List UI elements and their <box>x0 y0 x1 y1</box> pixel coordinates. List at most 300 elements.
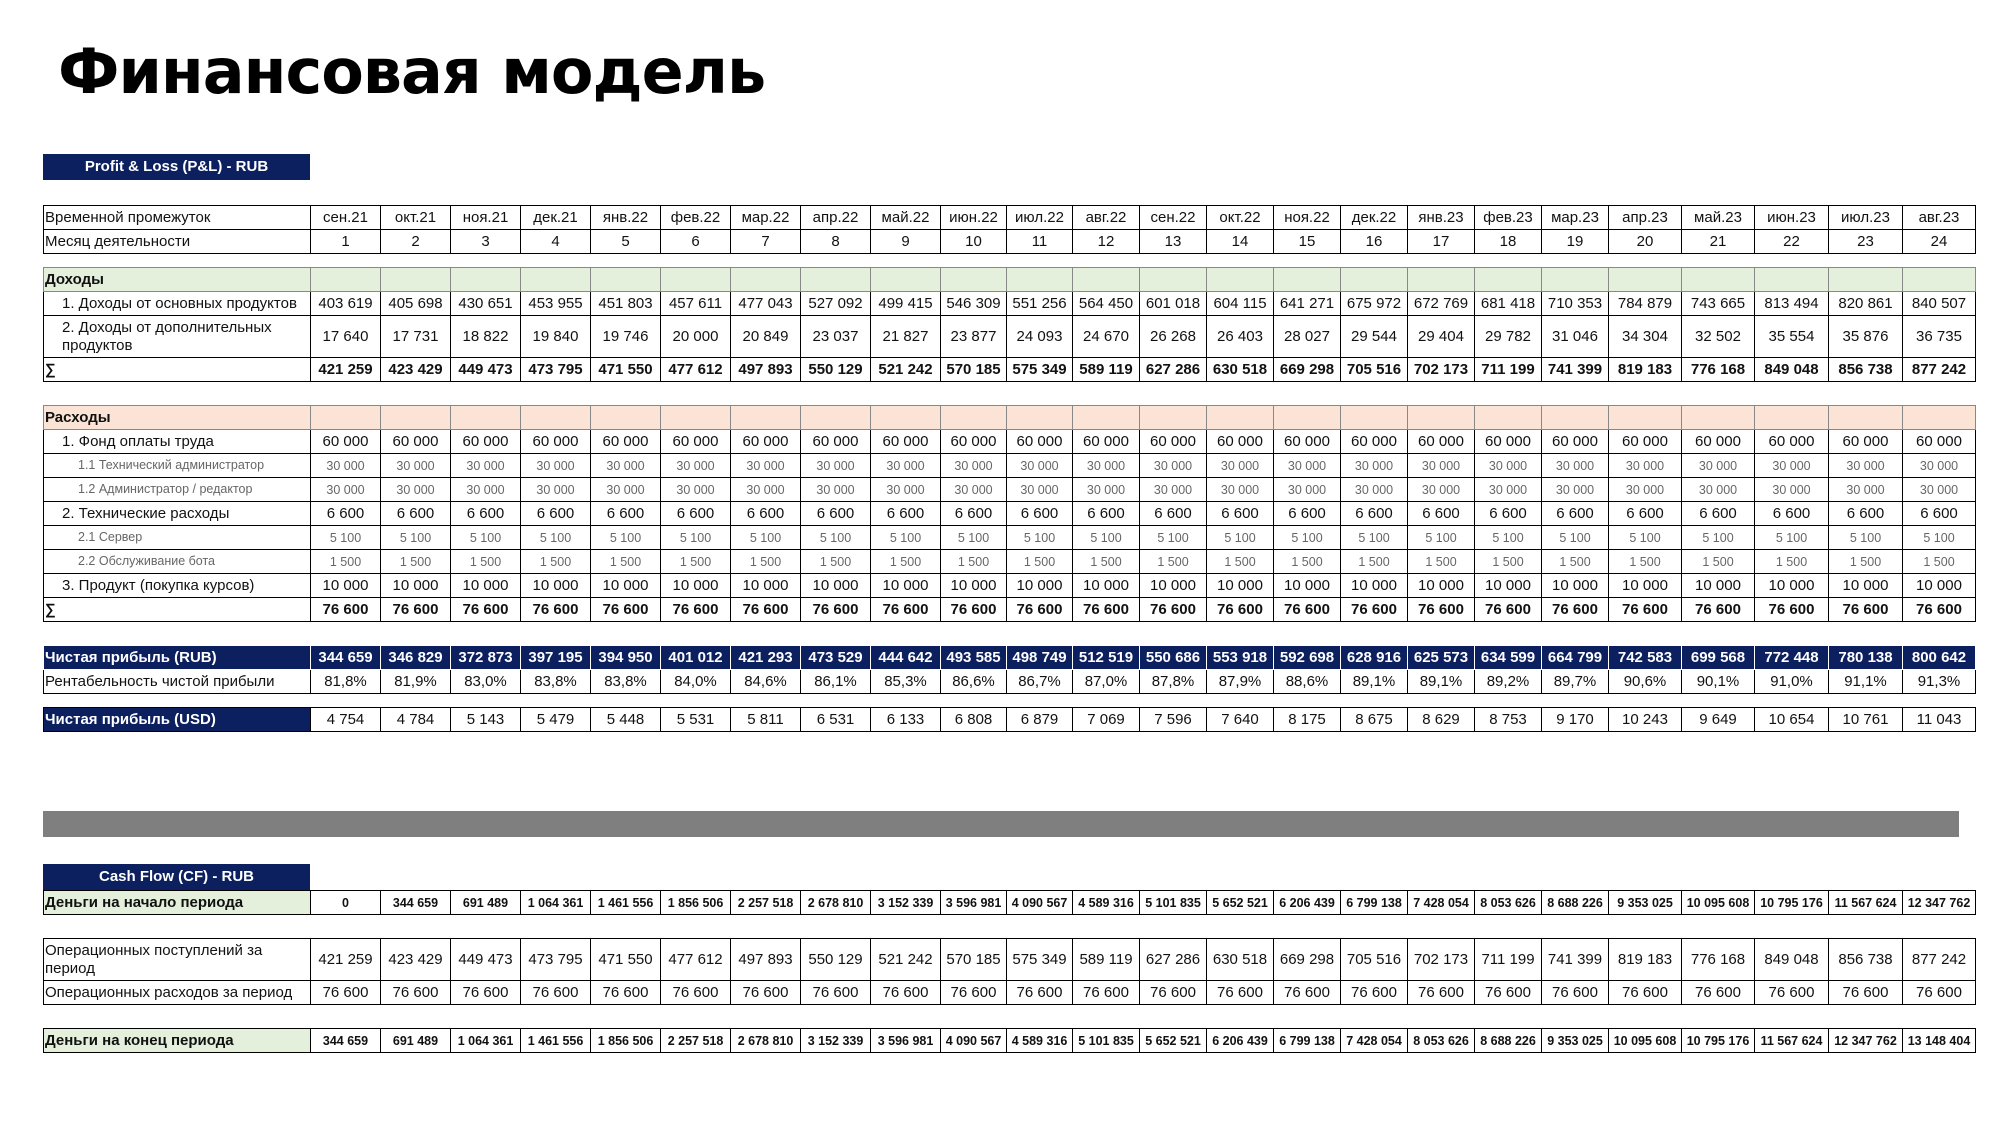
row-label: 3. Продукт (покупка курсов) <box>44 574 311 598</box>
value-cell: 1 500 <box>731 550 801 574</box>
band-cell <box>381 406 451 430</box>
value-cell: 3 596 981 <box>871 1029 941 1053</box>
value-cell: 840 507 <box>1903 292 1976 316</box>
value-cell: 625 573 <box>1408 646 1475 670</box>
income-sum-row <box>44 358 1976 382</box>
month-header: янв.23 <box>1408 206 1475 230</box>
row-label: 1.1 Технический администратор <box>44 454 311 478</box>
value-cell: 76 600 <box>1408 981 1475 1005</box>
band-cell <box>1408 268 1475 292</box>
value-cell: 527 092 <box>801 292 871 316</box>
value-cell: 10 000 <box>1007 574 1073 598</box>
spacer-row <box>44 915 1976 939</box>
value-cell: 5 100 <box>1829 526 1903 550</box>
value-cell: 76 600 <box>1829 598 1903 622</box>
value-cell: 423 429 <box>381 939 451 981</box>
value-cell: 397 195 <box>521 646 591 670</box>
value-cell: 6 600 <box>1542 502 1609 526</box>
value-cell: 9 170 <box>1542 708 1609 732</box>
value-cell: 4 589 316 <box>1073 891 1140 915</box>
value-cell: 6 600 <box>1073 502 1140 526</box>
value-cell: 30 000 <box>311 454 381 478</box>
value-cell: 691 489 <box>451 891 521 915</box>
value-cell: 7 428 054 <box>1408 891 1475 915</box>
value-cell: 30 000 <box>1341 454 1408 478</box>
value-cell: 743 665 <box>1682 292 1755 316</box>
band-cell <box>1007 268 1073 292</box>
row-label: Деньги на начало периода <box>44 891 311 915</box>
month-number: 2 <box>381 230 451 254</box>
value-cell: 2 257 518 <box>731 891 801 915</box>
value-cell: 76 600 <box>1207 598 1274 622</box>
income-band <box>44 268 1976 292</box>
band-cell <box>1609 268 1682 292</box>
month-number: 11 <box>1007 230 1073 254</box>
value-cell: 30 000 <box>521 478 591 502</box>
value-cell: 23 037 <box>801 316 871 358</box>
band-cell <box>451 268 521 292</box>
value-cell: 76 600 <box>1408 598 1475 622</box>
value-cell: 24 670 <box>1073 316 1140 358</box>
value-cell: 10 000 <box>1274 574 1341 598</box>
value-cell: 5 100 <box>1542 526 1609 550</box>
row-label: Месяц деятельности <box>44 230 311 254</box>
row-label: Операционных поступлений за период <box>44 939 311 981</box>
value-cell: 10 654 <box>1755 708 1829 732</box>
value-cell: 477 612 <box>661 939 731 981</box>
value-cell: 5 100 <box>1007 526 1073 550</box>
value-cell: 1 500 <box>591 550 661 574</box>
value-cell: 87,8% <box>1140 670 1207 694</box>
value-cell: 30 000 <box>1542 454 1609 478</box>
value-cell: 10 000 <box>521 574 591 598</box>
value-cell: 1 500 <box>1475 550 1542 574</box>
value-cell: 76 600 <box>1542 598 1609 622</box>
value-cell: 10 000 <box>1408 574 1475 598</box>
value-cell: 10 000 <box>1140 574 1207 598</box>
value-cell: 83,0% <box>451 670 521 694</box>
value-cell: 20 000 <box>661 316 731 358</box>
spacer-row <box>44 1005 1976 1029</box>
value-cell: 76 600 <box>311 598 381 622</box>
month-header: май.23 <box>1682 206 1755 230</box>
spacer-cell <box>44 254 1976 268</box>
value-cell: 7 428 054 <box>1341 1029 1408 1053</box>
row-label: 2.1 Сервер <box>44 526 311 550</box>
month-header: июн.22 <box>941 206 1007 230</box>
value-cell: 820 861 <box>1829 292 1903 316</box>
band-cell <box>1682 406 1755 430</box>
value-cell: 421 293 <box>731 646 801 670</box>
value-cell: 634 599 <box>1475 646 1542 670</box>
month-header: авг.22 <box>1073 206 1140 230</box>
value-cell: 76 600 <box>381 981 451 1005</box>
value-cell: 1 500 <box>1829 550 1903 574</box>
band-cell <box>661 406 731 430</box>
value-cell: 30 000 <box>311 478 381 502</box>
value-cell: 1 500 <box>1341 550 1408 574</box>
value-cell: 421 259 <box>311 358 381 382</box>
row-label: 1. Доходы от основных продуктов <box>44 292 311 316</box>
value-cell: 76 600 <box>1903 598 1976 622</box>
value-cell: 76 600 <box>801 598 871 622</box>
value-cell: 10 000 <box>1609 574 1682 598</box>
month-number: 6 <box>661 230 731 254</box>
value-cell: 813 494 <box>1755 292 1829 316</box>
band-cell <box>1475 406 1542 430</box>
band-cell <box>661 268 731 292</box>
value-cell: 76 600 <box>1274 981 1341 1005</box>
value-cell: 76 600 <box>1341 598 1408 622</box>
band-cell <box>521 406 591 430</box>
month-number-row <box>44 230 1976 254</box>
value-cell: 1 500 <box>1542 550 1609 574</box>
value-cell: 76 600 <box>1903 981 1976 1005</box>
value-cell: 346 829 <box>381 646 451 670</box>
band-cell <box>311 268 381 292</box>
value-cell: 18 822 <box>451 316 521 358</box>
value-cell: 29 404 <box>1408 316 1475 358</box>
value-cell: 30 000 <box>1609 478 1682 502</box>
value-cell: 521 242 <box>871 939 941 981</box>
value-cell: 76 600 <box>521 598 591 622</box>
value-cell: 30 000 <box>1829 478 1903 502</box>
band-cell <box>1073 406 1140 430</box>
value-cell: 30 000 <box>591 454 661 478</box>
month-header: ноя.21 <box>451 206 521 230</box>
value-cell: 5 100 <box>1073 526 1140 550</box>
value-cell: 430 651 <box>451 292 521 316</box>
value-cell: 641 271 <box>1274 292 1341 316</box>
value-cell: 711 199 <box>1475 939 1542 981</box>
cf-start-row <box>44 891 1976 915</box>
value-cell: 6 133 <box>871 708 941 732</box>
band-cell <box>1341 406 1408 430</box>
value-cell: 772 448 <box>1755 646 1829 670</box>
row-label: 2. Технические расходы <box>44 502 311 526</box>
value-cell: 473 529 <box>801 646 871 670</box>
value-cell: 6 600 <box>521 502 591 526</box>
value-cell: 89,1% <box>1341 670 1408 694</box>
value-cell: 32 502 <box>1682 316 1755 358</box>
band-cell <box>731 268 801 292</box>
value-cell: 30 000 <box>381 478 451 502</box>
value-cell: 30 000 <box>1207 454 1274 478</box>
value-cell: 449 473 <box>451 358 521 382</box>
value-cell: 7 596 <box>1140 708 1207 732</box>
value-cell: 10 761 <box>1829 708 1903 732</box>
value-cell: 2 257 518 <box>661 1029 731 1053</box>
band-cell <box>1903 406 1976 430</box>
value-cell: 5 100 <box>941 526 1007 550</box>
value-cell: 3 152 339 <box>801 1029 871 1053</box>
month-header: сен.21 <box>311 206 381 230</box>
value-cell: 1 500 <box>801 550 871 574</box>
value-cell: 1 461 556 <box>521 1029 591 1053</box>
value-cell: 76 600 <box>591 598 661 622</box>
value-cell: 570 185 <box>941 939 1007 981</box>
expense-row <box>44 526 1976 550</box>
value-cell: 8 753 <box>1475 708 1542 732</box>
month-number: 14 <box>1207 230 1274 254</box>
value-cell: 30 000 <box>1408 454 1475 478</box>
value-cell: 819 183 <box>1609 939 1682 981</box>
value-cell: 1 500 <box>451 550 521 574</box>
month-header: июл.23 <box>1829 206 1903 230</box>
value-cell: 30 000 <box>1007 454 1073 478</box>
band-cell <box>1609 406 1682 430</box>
value-cell: 29 544 <box>1341 316 1408 358</box>
month-number: 15 <box>1274 230 1341 254</box>
value-cell: 5 100 <box>311 526 381 550</box>
value-cell: 10 000 <box>1341 574 1408 598</box>
value-cell: 60 000 <box>1829 430 1903 454</box>
value-cell: 76 600 <box>871 981 941 1005</box>
value-cell: 87,0% <box>1073 670 1140 694</box>
net-profit-rub-row <box>44 646 1976 670</box>
value-cell: 10 000 <box>1207 574 1274 598</box>
value-cell: 1 500 <box>1140 550 1207 574</box>
value-cell: 30 000 <box>1007 478 1073 502</box>
value-cell: 457 611 <box>661 292 731 316</box>
value-cell: 10 000 <box>1755 574 1829 598</box>
value-cell: 1 461 556 <box>591 891 661 915</box>
value-cell: 1 064 361 <box>451 1029 521 1053</box>
value-cell: 498 749 <box>1007 646 1073 670</box>
value-cell: 601 018 <box>1140 292 1207 316</box>
value-cell: 83,8% <box>521 670 591 694</box>
value-cell: 394 950 <box>591 646 661 670</box>
value-cell: 19 840 <box>521 316 591 358</box>
month-number: 20 <box>1609 230 1682 254</box>
value-cell: 451 803 <box>591 292 661 316</box>
value-cell: 521 242 <box>871 358 941 382</box>
value-cell: 1 500 <box>1609 550 1682 574</box>
value-cell: 423 429 <box>381 358 451 382</box>
value-cell: 10 795 176 <box>1755 891 1829 915</box>
value-cell: 8 629 <box>1408 708 1475 732</box>
value-cell: 6 600 <box>591 502 661 526</box>
value-cell: 76 600 <box>1609 981 1682 1005</box>
band-cell <box>311 406 381 430</box>
band-cell <box>1755 406 1829 430</box>
band-cell <box>1475 268 1542 292</box>
value-cell: 5 100 <box>591 526 661 550</box>
value-cell: 5 100 <box>1341 526 1408 550</box>
value-cell: 1 500 <box>1682 550 1755 574</box>
value-cell: 776 168 <box>1682 939 1755 981</box>
value-cell: 76 600 <box>871 598 941 622</box>
value-cell: 76 600 <box>1007 981 1073 1005</box>
value-cell: 10 000 <box>1829 574 1903 598</box>
value-cell: 76 600 <box>1073 598 1140 622</box>
month-header: июл.22 <box>1007 206 1073 230</box>
value-cell: 5 100 <box>1140 526 1207 550</box>
value-cell: 5 100 <box>731 526 801 550</box>
row-label: Чистая прибыль (USD) <box>44 708 311 732</box>
value-cell: 551 256 <box>1007 292 1073 316</box>
month-number: 7 <box>731 230 801 254</box>
value-cell: 421 259 <box>311 939 381 981</box>
value-cell: 60 000 <box>1140 430 1207 454</box>
expense-row <box>44 502 1976 526</box>
value-cell: 29 782 <box>1475 316 1542 358</box>
value-cell: 1 500 <box>1073 550 1140 574</box>
value-cell: 86,1% <box>801 670 871 694</box>
value-cell: 85,3% <box>871 670 941 694</box>
value-cell: 60 000 <box>1682 430 1755 454</box>
value-cell: 60 000 <box>941 430 1007 454</box>
month-header: ноя.22 <box>1274 206 1341 230</box>
value-cell: 10 000 <box>1682 574 1755 598</box>
value-cell: 681 418 <box>1475 292 1542 316</box>
value-cell: 30 000 <box>1341 478 1408 502</box>
value-cell: 669 298 <box>1274 358 1341 382</box>
value-cell: 30 000 <box>451 454 521 478</box>
value-cell: 564 450 <box>1073 292 1140 316</box>
value-cell: 6 600 <box>1007 502 1073 526</box>
value-cell: 604 115 <box>1207 292 1274 316</box>
value-cell: 550 129 <box>801 939 871 981</box>
value-cell: 35 554 <box>1755 316 1829 358</box>
value-cell: 76 600 <box>1609 598 1682 622</box>
spacer-cell <box>44 1005 1976 1029</box>
value-cell: 403 619 <box>311 292 381 316</box>
value-cell: 60 000 <box>311 430 381 454</box>
spacer-row <box>44 254 1976 268</box>
value-cell: 60 000 <box>381 430 451 454</box>
value-cell: 6 600 <box>871 502 941 526</box>
value-cell: 5 101 835 <box>1073 1029 1140 1053</box>
value-cell: 5 100 <box>1207 526 1274 550</box>
value-cell: 30 000 <box>1140 478 1207 502</box>
band-cell <box>451 406 521 430</box>
value-cell: 76 600 <box>1207 981 1274 1005</box>
value-cell: 6 600 <box>661 502 731 526</box>
value-cell: 19 746 <box>591 316 661 358</box>
month-number: 16 <box>1341 230 1408 254</box>
value-cell: 30 000 <box>591 478 661 502</box>
value-cell: 76 600 <box>941 981 1007 1005</box>
value-cell: 819 183 <box>1609 358 1682 382</box>
value-cell: 5 100 <box>451 526 521 550</box>
value-cell: 664 799 <box>1542 646 1609 670</box>
month-header: мар.22 <box>731 206 801 230</box>
value-cell: 76 600 <box>451 981 521 1005</box>
value-cell: 84,0% <box>661 670 731 694</box>
value-cell: 8 053 626 <box>1408 1029 1475 1053</box>
value-cell: 30 000 <box>801 454 871 478</box>
value-cell: 60 000 <box>1408 430 1475 454</box>
band-cell <box>801 406 871 430</box>
month-header: мар.23 <box>1542 206 1609 230</box>
month-header: авг.23 <box>1903 206 1976 230</box>
value-cell: 8 175 <box>1274 708 1341 732</box>
value-cell: 76 600 <box>1542 981 1609 1005</box>
band-cell <box>871 268 941 292</box>
value-cell: 1 500 <box>1755 550 1829 574</box>
value-cell: 60 000 <box>731 430 801 454</box>
value-cell: 76 600 <box>731 598 801 622</box>
value-cell: 89,1% <box>1408 670 1475 694</box>
month-number: 18 <box>1475 230 1542 254</box>
value-cell: 76 600 <box>1140 598 1207 622</box>
value-cell: 6 808 <box>941 708 1007 732</box>
value-cell: 10 000 <box>381 574 451 598</box>
value-cell: 449 473 <box>451 939 521 981</box>
value-cell: 30 000 <box>1073 478 1140 502</box>
value-cell: 877 242 <box>1903 939 1976 981</box>
value-cell: 6 600 <box>941 502 1007 526</box>
band-cell <box>1341 268 1408 292</box>
value-cell: 741 399 <box>1542 939 1609 981</box>
band-cell <box>1274 406 1341 430</box>
value-cell: 5 652 521 <box>1140 1029 1207 1053</box>
band-cell <box>1829 406 1903 430</box>
value-cell: 76 600 <box>1755 981 1829 1005</box>
value-cell: 13 148 404 <box>1903 1029 1976 1053</box>
section-divider-bar <box>43 811 1959 837</box>
value-cell: 5 448 <box>591 708 661 732</box>
value-cell: 30 000 <box>1207 478 1274 502</box>
month-number: 5 <box>591 230 661 254</box>
value-cell: 76 600 <box>1341 981 1408 1005</box>
value-cell: 30 000 <box>1274 454 1341 478</box>
value-cell: 10 000 <box>801 574 871 598</box>
value-cell: 76 600 <box>731 981 801 1005</box>
value-cell: 1 500 <box>661 550 731 574</box>
value-cell: 4 784 <box>381 708 451 732</box>
value-cell: 856 738 <box>1829 939 1903 981</box>
expense-row <box>44 430 1976 454</box>
value-cell: 36 735 <box>1903 316 1976 358</box>
spacer-row <box>44 382 1976 406</box>
value-cell: 60 000 <box>1609 430 1682 454</box>
value-cell: 5 100 <box>1682 526 1755 550</box>
value-cell: 30 000 <box>731 454 801 478</box>
value-cell: 89,7% <box>1542 670 1609 694</box>
month-number: 21 <box>1682 230 1755 254</box>
value-cell: 10 000 <box>1073 574 1140 598</box>
value-cell: 11 567 624 <box>1829 891 1903 915</box>
value-cell: 76 600 <box>1682 981 1755 1005</box>
value-cell: 473 795 <box>521 939 591 981</box>
value-cell: 499 415 <box>871 292 941 316</box>
band-cell <box>1073 268 1140 292</box>
value-cell: 4 090 567 <box>1007 891 1073 915</box>
value-cell: 711 199 <box>1475 358 1542 382</box>
value-cell: 17 731 <box>381 316 451 358</box>
month-number: 1 <box>311 230 381 254</box>
value-cell: 6 600 <box>1408 502 1475 526</box>
value-cell: 473 795 <box>521 358 591 382</box>
margin-row <box>44 670 1976 694</box>
value-cell: 31 046 <box>1542 316 1609 358</box>
month-header: апр.22 <box>801 206 871 230</box>
value-cell: 5 100 <box>1408 526 1475 550</box>
value-cell: 6 600 <box>1140 502 1207 526</box>
value-cell: 1 500 <box>1207 550 1274 574</box>
value-cell: 30 000 <box>1274 478 1341 502</box>
value-cell: 8 053 626 <box>1475 891 1542 915</box>
value-cell: 1 500 <box>1408 550 1475 574</box>
value-cell: 1 500 <box>871 550 941 574</box>
value-cell: 344 659 <box>311 1029 381 1053</box>
value-cell: 10 000 <box>1475 574 1542 598</box>
value-cell: 10 000 <box>591 574 661 598</box>
value-cell: 88,6% <box>1274 670 1341 694</box>
value-cell: 76 600 <box>1073 981 1140 1005</box>
